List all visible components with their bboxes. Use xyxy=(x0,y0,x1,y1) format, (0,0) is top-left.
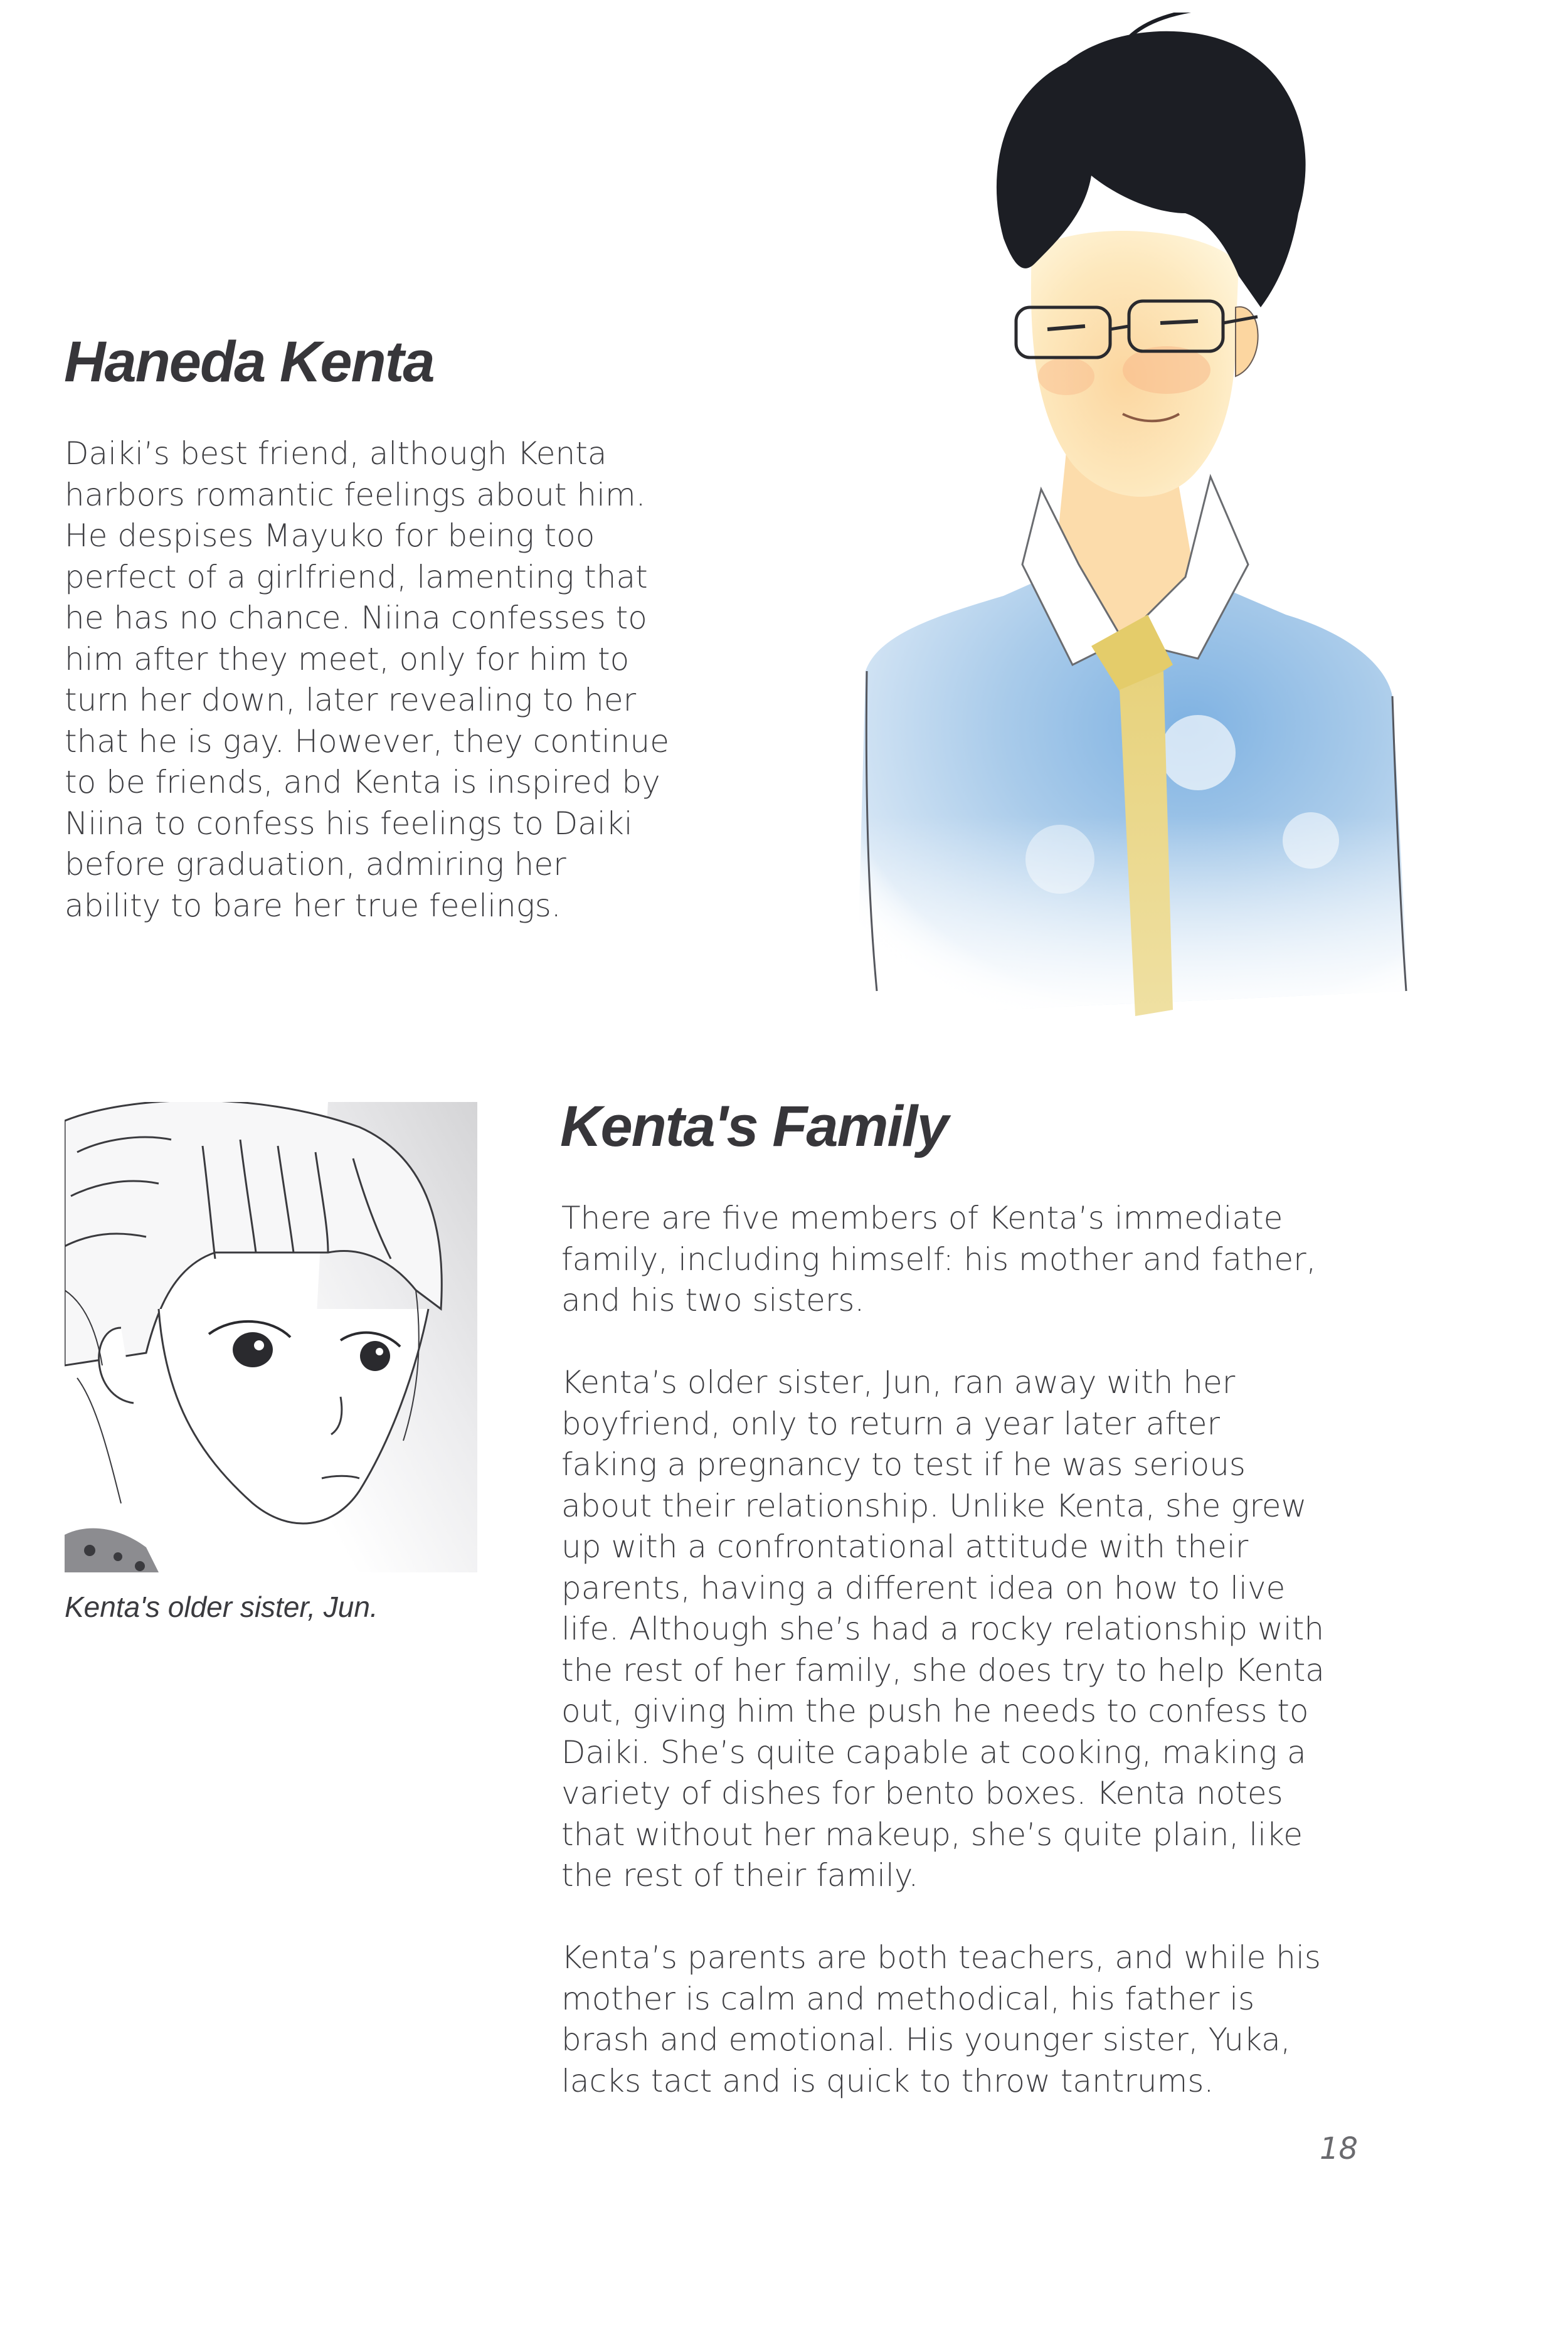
text-line: about their relationship. Unlike Kenta, she grew xyxy=(561,1487,1307,1524)
text-line: out, giving him the push he needs to confess to xyxy=(561,1693,1309,1729)
text-line: him after they meet, only for him to xyxy=(65,640,630,677)
text-line: before graduation, admiring her xyxy=(65,846,566,882)
text-line: that without her makeup, she’s quite plain, like xyxy=(561,1816,1303,1853)
family-paragraph-3 xyxy=(561,1937,1325,2102)
family-paragraph-2 xyxy=(561,1362,1325,1897)
text-line: boyfriend, only to return a year later after xyxy=(561,1405,1221,1442)
text-line: the rest of their family. xyxy=(561,1857,919,1894)
text-line: he has no chance. Niina confesses to xyxy=(65,600,647,636)
text-line: and his two sisters. xyxy=(561,1282,865,1318)
text-line: that he is gay. However, they continue xyxy=(65,723,669,760)
text-line: mother is calm and methodical, his father is xyxy=(561,1980,1255,2017)
text-line: Daiki. She’s quite capable at cooking, making a xyxy=(561,1734,1306,1771)
text-line: Kenta’s older sister, Jun, ran away with her xyxy=(561,1364,1236,1401)
family-heading: Kenta's Family xyxy=(560,1094,948,1158)
text-line: turn her down, later revealing to her xyxy=(65,682,637,718)
text-line: brash and emotional. His younger sister, Yuka, xyxy=(561,2021,1291,2058)
text-line: harbors romantic feelings about him. xyxy=(65,476,646,513)
text-line: variety of dishes for bento boxes. Kenta notes xyxy=(561,1775,1283,1811)
page-number: 18 xyxy=(1320,2131,1359,2166)
kenta-description xyxy=(65,433,669,926)
jun-caption: Kenta's older sister, Jun. xyxy=(65,1591,378,1623)
text-line: family, including himself: his mother and father, xyxy=(561,1241,1316,1278)
text-line: parents, having a different idea on how to live xyxy=(561,1569,1286,1606)
text-line: life. Although she’s had a rocky relationship with xyxy=(561,1611,1325,1647)
family-paragraph-1 xyxy=(561,1198,1325,1322)
text-line: the rest of her family, she does try to help Kenta xyxy=(561,1651,1325,1688)
text-line: He despises Mayuko for being too xyxy=(65,517,595,554)
text-line: There are five members of Kenta’s immediate xyxy=(561,1200,1283,1236)
text-line: faking a pregnancy to test if he was serious xyxy=(561,1446,1246,1483)
text-line: Niina to confess his feelings to Daiki xyxy=(65,805,633,842)
text-line: Daiki’s best friend, although Kenta xyxy=(65,435,607,472)
text-line: ability to bare her true feelings. xyxy=(65,887,561,924)
text-line: Kenta’s parents are both teachers, and while his xyxy=(561,1939,1321,1976)
kenta-illustration xyxy=(797,13,1436,1041)
family-description xyxy=(561,1198,1325,2102)
text-line: lacks tact and is quick to throw tantrums. xyxy=(561,2062,1214,2099)
jun-illustration xyxy=(65,1102,477,1572)
text-line: perfect of a girlfriend, lamenting that xyxy=(65,558,648,595)
text-line: up with a confrontational attitude with their xyxy=(561,1528,1249,1565)
text-line: to be friends, and Kenta is inspired by xyxy=(65,764,660,800)
kenta-heading: Haneda Kenta xyxy=(64,330,434,394)
